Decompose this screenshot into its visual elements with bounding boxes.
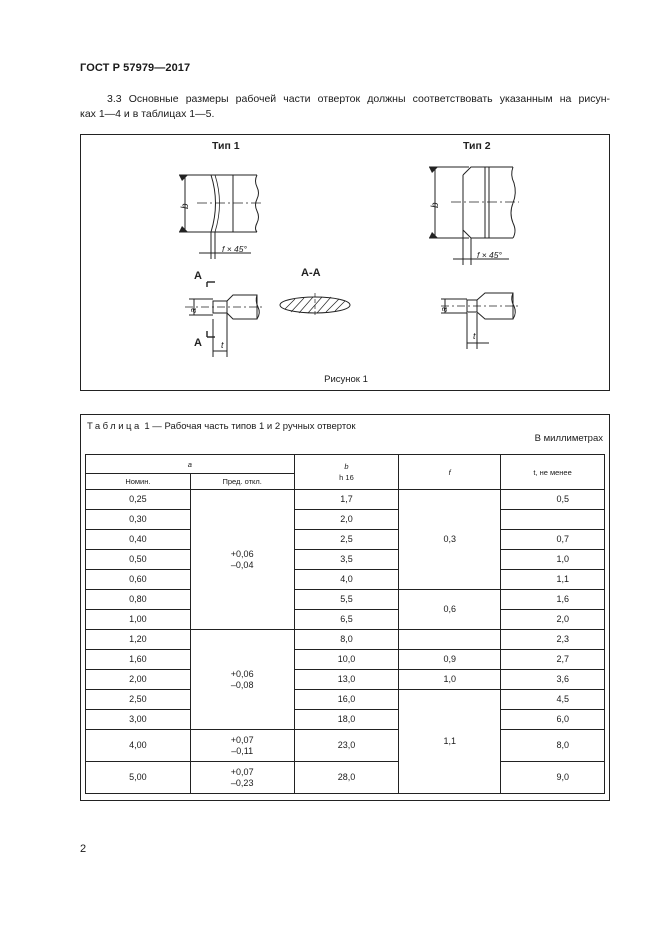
header-t: t, не менее bbox=[501, 455, 605, 490]
cell-f: 1,0 bbox=[399, 670, 501, 690]
cell-f: 0,6 bbox=[399, 590, 501, 630]
table-row bbox=[86, 670, 605, 690]
cell-t: 6,0 bbox=[501, 710, 605, 730]
dim-a-label: a bbox=[188, 307, 198, 313]
screwdriver-tip-drawing bbox=[81, 135, 611, 392]
cell-t: 1,1 bbox=[501, 570, 605, 590]
cell-a: 5,00 bbox=[86, 762, 191, 794]
cell-t: 4,5 bbox=[501, 690, 605, 710]
table-row bbox=[86, 590, 605, 610]
chamfer-label-1: f × 45° bbox=[222, 244, 247, 254]
section-a-a bbox=[280, 267, 350, 317]
chamfer-label-2: f × 45° bbox=[477, 250, 502, 260]
section-label: А-А bbox=[301, 267, 321, 279]
cell-a: 0,60 bbox=[86, 570, 191, 590]
type2-side-view bbox=[439, 293, 519, 349]
cell-b: 16,0 bbox=[294, 690, 399, 710]
figure-1 bbox=[80, 134, 610, 391]
cell-a: 0,40 bbox=[86, 530, 191, 550]
cell-a: 3,00 bbox=[86, 710, 191, 730]
table-row bbox=[86, 550, 605, 570]
table-row bbox=[86, 690, 605, 710]
cell-t: 9,0 bbox=[501, 762, 605, 794]
table-row bbox=[86, 490, 605, 510]
paragraph-line-1: 3.3 Основные размеры рабочей части отверток должны соответствовать указанным на рисун- bbox=[107, 93, 610, 105]
type2-label: Тип 2 bbox=[463, 140, 491, 152]
document-header: ГОСТ Р 57979—2017 bbox=[80, 62, 191, 74]
cell-a: 2,50 bbox=[86, 690, 191, 710]
cell-a: 0,80 bbox=[86, 590, 191, 610]
cell-t: 1,0 bbox=[501, 550, 605, 570]
type1-side-view bbox=[185, 270, 263, 357]
cell-tolerance: +0,06 –0,08 bbox=[190, 630, 294, 730]
table-row bbox=[86, 710, 605, 730]
cut-mark-top: А bbox=[194, 270, 202, 282]
cell-t: 2,3 bbox=[501, 630, 605, 650]
cell-b: 1,7 bbox=[294, 490, 399, 510]
figure-caption: Рисунок 1 bbox=[324, 374, 368, 385]
type2-front-view bbox=[429, 167, 519, 265]
table-title bbox=[87, 421, 356, 432]
cell-t: 8,0 bbox=[501, 730, 605, 762]
cell-b: 10,0 bbox=[294, 650, 399, 670]
cell-b: 8,0 bbox=[294, 630, 399, 650]
cut-mark-bottom: А bbox=[194, 337, 202, 349]
dim-t-label-1: t bbox=[221, 340, 224, 350]
cell-b: 23,0 bbox=[294, 730, 399, 762]
type1-label: Тип 1 bbox=[212, 140, 240, 152]
body-paragraph bbox=[80, 92, 610, 122]
dim-a-label-2: a bbox=[439, 306, 449, 312]
cell-b: 6,5 bbox=[294, 610, 399, 630]
header-nominal: Номин. bbox=[86, 474, 191, 490]
cell-a: 1,20 bbox=[86, 630, 191, 650]
table-row bbox=[86, 610, 605, 630]
table-row bbox=[86, 762, 605, 794]
header-a: a bbox=[86, 455, 295, 474]
cell-tolerance: +0,07 –0,11 bbox=[190, 730, 294, 762]
table-row bbox=[86, 730, 605, 762]
cell-f: 1,1 bbox=[399, 690, 501, 794]
cell-a: 0,30 bbox=[86, 510, 191, 530]
cell-b: 5,5 bbox=[294, 590, 399, 610]
cell-f: 0,9 bbox=[399, 650, 501, 670]
cell-b: 3,5 bbox=[294, 550, 399, 570]
cell-a: 0,25 bbox=[86, 490, 191, 510]
cell-tolerance: +0,06 –0,04 bbox=[190, 490, 294, 630]
cell-b: 28,0 bbox=[294, 762, 399, 794]
cell-a: 1,00 bbox=[86, 610, 191, 630]
table-title-text: 1 — Рабочая часть типов 1 и 2 ручных отверток bbox=[141, 421, 356, 432]
cell-f bbox=[399, 630, 501, 650]
table-row bbox=[86, 570, 605, 590]
header-tolerance: Пред. откл. bbox=[190, 474, 294, 490]
cell-b: 2,5 bbox=[294, 530, 399, 550]
table-row bbox=[86, 630, 605, 650]
cell-b: 13,0 bbox=[294, 670, 399, 690]
dim-b-label: b bbox=[180, 203, 191, 209]
paragraph-line-2: ках 1—4 и в таблицах 1—5. bbox=[80, 108, 215, 120]
cell-t: 2,7 bbox=[501, 650, 605, 670]
table-row bbox=[86, 510, 605, 530]
header-f: f bbox=[399, 455, 501, 490]
cell-a: 4,00 bbox=[86, 730, 191, 762]
dim-b-label-2: b bbox=[430, 202, 441, 208]
cell-t: 0,5 bbox=[501, 490, 605, 510]
table-units: В миллиметрах bbox=[534, 433, 603, 444]
cell-a: 2,00 bbox=[86, 670, 191, 690]
cell-b: 2,0 bbox=[294, 510, 399, 530]
cell-a: 1,60 bbox=[86, 650, 191, 670]
type1-front-view bbox=[179, 175, 263, 259]
cell-a: 0,50 bbox=[86, 550, 191, 570]
dim-t-label-2: t bbox=[473, 331, 476, 341]
cell-b: 18,0 bbox=[294, 710, 399, 730]
table-title-prefix: Таблица bbox=[87, 421, 142, 432]
cell-f: 0,3 bbox=[399, 490, 501, 590]
cell-tolerance: +0,07 –0,23 bbox=[190, 762, 294, 794]
dimensions-table bbox=[85, 454, 605, 794]
table-1 bbox=[80, 414, 610, 801]
cell-t: 2,0 bbox=[501, 610, 605, 630]
table-row bbox=[86, 650, 605, 670]
cell-b: 4,0 bbox=[294, 570, 399, 590]
cell-t: 1,6 bbox=[501, 590, 605, 610]
cell-t: 0,7 bbox=[501, 530, 605, 550]
cell-t: 3,6 bbox=[501, 670, 605, 690]
header-b: b h 16 bbox=[294, 455, 399, 490]
table-row bbox=[86, 530, 605, 550]
cell-t bbox=[501, 510, 605, 530]
page-number: 2 bbox=[80, 843, 87, 855]
